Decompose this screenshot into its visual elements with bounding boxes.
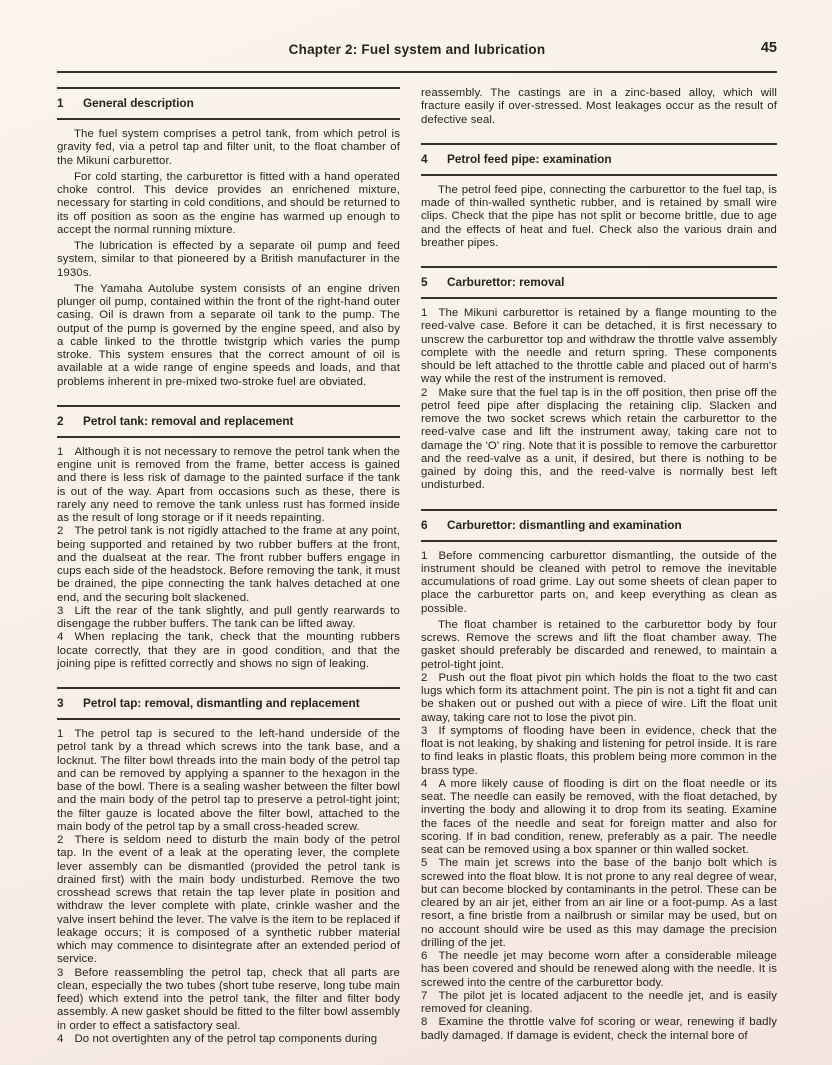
paragraph-number: 2 xyxy=(57,525,64,538)
paragraph: The petrol feed pipe, connecting the carburettor to the fuel tap, is made of thin-walled synthetic rubber, and is retained by small wire clips. Check that the pipe has not split or become brittle, due to age and the effects of heat and fuel. Check also the various drain and breather pipes. xyxy=(421,183,777,249)
paragraph-number: 1 xyxy=(57,445,64,458)
paragraph: 4 A more likely cause of flooding is dirt on the float needle or its seat. The needle can easily be removed, with the float detached, by inverting the body and allowing it to drop from its seating. Examine the faces of the needle and seat for foreign matter and also for scoring. If in bad condition, renew, preferably as a pair. The needle seat can be removed using a box spanner or thin walled socket. xyxy=(421,777,777,856)
section-number: 3 xyxy=(57,696,64,710)
paragraph: The lubrication is effected by a separate oil pump and feed system, similar to that pioneered by a British manufacturer in the 1930s. xyxy=(57,240,400,279)
paragraph: 1 Although it is not necessary to remove the petrol tank when the engine unit is removed from the frame, better access is gained and there is less risk of damage to the painted surface if the tank is out of the way. Apart from occasions such as these, there is rarely any need to remove the tank unless rust has formed inside as the result of long storage or if it needs repainting. xyxy=(57,445,400,524)
paragraph-number: 1 xyxy=(57,728,64,740)
paragraph-number: 1 xyxy=(421,549,428,562)
paragraph: 1 The Mikuni carburettor is retained by a flange mounting to the reed-valve case. Before it can be detached, it is first necessary to unscrew the carburettor top and withdraw the throttle valve assembly complete with the needle and return spring. These components should be left attached to the throttle cable and placed out of harm's way while the rest of the instrument is removed. xyxy=(421,307,777,386)
paragraph-number: 3 xyxy=(421,724,428,737)
paragraph: 3 If symptoms of flooding have been in evidence, check that the float is not leaking, by shaking and listening for petrol inside. It is rare to find leaks in plastic floats, this problem being more common in the brass type. xyxy=(421,724,777,777)
paragraph: 8 Examine the throttle valve fof scoring or wear, renewing if badly badly damaged. If damage is evident, check the internal bore of xyxy=(421,1016,777,1042)
paragraph-number: 1 xyxy=(421,307,428,319)
paragraph: The Yamaha Autolube system consists of an engine driven plunger oil pump, contained within the front of the right-hand outer casing. Oil is drawn from a separate oil tank to the pump. The output of the pump is governed by the engine speed, and also by a cable linked to the throttle twistgrip which varies the pump stroke. This system ensures that the correct amount of oil is available at a wide range of engine speeds and loads, and that problems inherent in pre-mixed two-stroke fuel are obviated. xyxy=(57,282,400,388)
paragraph: 1 Before commencing carburettor dismantling, the outside of the instrument should be cleaned with petrol to remove the inevitable accumulations of road grime. Lay out some sheets of clean paper to place the carburettor parts on, and keep everything as clean as possible. xyxy=(421,549,777,615)
paragraph: 4 When replacing the tank, check that the mounting rubbers locate correctly, that they are in good condition, and that the joining pipe is refitted correctly and shows no sign of leaking. xyxy=(57,631,400,670)
section-3 xyxy=(57,687,400,1046)
paragraph: 7 The pilot jet is located adjacent to the needle jet, and is easily removed for cleaning. xyxy=(421,989,777,1015)
paragraph-number: 4 xyxy=(57,631,64,644)
section-number: 1 xyxy=(57,96,64,110)
paragraph-number: 6 xyxy=(421,950,428,962)
paragraph-number: 4 xyxy=(57,1032,64,1045)
section-title: Petrol tank: removal and replacement xyxy=(83,413,294,428)
section-2 xyxy=(57,405,400,671)
paragraph-number: 5 xyxy=(421,857,428,870)
paragraph: 3 Before reassembling the petrol tap, check that all parts are clean, especially the two tubes (short tube reserve, long tube main feed) which extend into the petrol tank, the filter and filter body assembly. A new gasket should be fitted to the filter bowl assembly in order to effect a satisfactory seal. xyxy=(57,966,400,1032)
chapter-title: Chapter 2: Fuel system and lubrication xyxy=(288,42,546,57)
left-column xyxy=(57,87,400,1046)
paragraph: 2 Push out the float pivot pin which holds the float to the two cast lugs which form its attachment point. The pin is not a tight fit and can be shaken out or pushed out with a piece of wire. Lift the float unit away, taking care not to lose the pivot pin. xyxy=(421,671,777,724)
section-number: 2 xyxy=(57,413,64,428)
page-header xyxy=(57,42,777,57)
section-number: 5 xyxy=(421,275,428,289)
paragraph: 2 The petrol tank is not rigidly attached to the frame at any point, being supported and retained by two rubber buffers at the front, and the dualseat at the rear. The front rubber buffers engage in cups each side of the headstock. Before removing the tank, it must be drained, the pipe connecting the tank halves detached at one end, and the securing bolt slackened. xyxy=(57,525,400,604)
section-title: Carburettor: dismantling and examination xyxy=(447,517,682,532)
right-column xyxy=(421,87,777,1046)
paragraph: The float chamber is retained to the carburettor body by four screws. Remove the screws and lift the float chamber away. The gasket should preferably be discarded and renewed, to maintain a petrol-tight joint. xyxy=(421,618,777,671)
section-number: 4 xyxy=(421,151,428,166)
continuation-paragraph: reassembly. The castings are in a zinc-based alloy, which will fracture easily if over-stressed. Most leakages occur as the result of defective seal. xyxy=(421,87,777,126)
section-number: 6 xyxy=(421,517,428,532)
section-title: General description xyxy=(83,96,194,110)
paragraph-number: 4 xyxy=(421,777,428,790)
two-column-body xyxy=(57,87,777,1046)
paragraph: 4 Do not overtighten any of the petrol tap components during xyxy=(57,1032,378,1045)
section-title: Petrol tap: removal, dismantling and replacement xyxy=(83,696,360,710)
section-1 xyxy=(57,87,400,389)
section-heading xyxy=(57,405,400,438)
section-title: Carburettor: removal xyxy=(447,275,565,289)
paragraph: 3 Lift the rear of the tank slightly, and pull gently rearwards to disengage the rubber buffers. The tank can be lifted away. xyxy=(57,604,400,630)
paragraph-number: 8 xyxy=(421,1016,428,1029)
paragraph-number: 2 xyxy=(421,386,428,399)
header-rule xyxy=(57,71,777,73)
section-heading xyxy=(57,87,400,120)
section-heading xyxy=(421,509,777,542)
paragraph: For cold starting, the carburettor is fitted with a hand operated choke control. This device provides an enrichened mixture, necessary for starting in cold conditions, and should be returned to its off position as soon as the engine has warmed up enough to accept the normal running mixture. xyxy=(57,170,400,236)
paragraph: The fuel system comprises a petrol tank, from which petrol is gravity fed, via a petrol tap and filter unit, to the float chamber of the Mikuni carburettor. xyxy=(57,128,400,167)
paragraph-number: 2 xyxy=(421,671,428,684)
paragraph: 2 Make sure that the fuel tap is in the off position, then prise off the petrol feed pipe after displacing the retaining clip. Slacken and remove the two socket screws which retain the carburettor to the reed-valve case and lift the instrument away, taking care not to damage the 'O' ring. Note that it is possible to remove the carburettor and the reed-valve as a unit, if desired, but there is nothing to be gained by doing this, and the reed-valve is normally best left undisturbed. xyxy=(421,386,777,492)
section-heading xyxy=(57,687,400,720)
paragraph-number: 7 xyxy=(421,989,428,1002)
section-title: Petrol feed pipe: examination xyxy=(447,151,612,166)
section-heading xyxy=(421,143,777,176)
paragraph: 2 There is seldom need to disturb the main body of the petrol tap. In the event of a leak at the operating lever, the complete lever assembly can be dismantled (provided the petrol tank is drained first) with the main body undisturbed. Remove the two crosshead screws that retain the tap lever plate in position and withdraw the lever complete with plate, crinkle washer and the valve insert behind the lever. The valve is the item to be replaced if leakage occurs; it is composed of a synthetic rubber material which may commence to disintegrate after an extended period of service. xyxy=(57,834,401,966)
paragraph-number: 3 xyxy=(57,966,64,979)
paragraph: 5 The main jet screws into the base of the banjo bolt which is screwed into the float blow. It is not prone to any real degree of wear, but can become blocked by contaminants in the petrol. These can be cleared by an air jet, either from an air line or a foot-pump. As a last resort, a fine bristle from a nailbrush or similar may be used, but on no account should wire be used as this may damage the precision drilling of the jet. xyxy=(421,857,777,949)
paragraph: 6 The needle jet may become worn after a considerable mileage has been covered and should be renewed along with the needle. It is screwed into the centre of the carburettor body. xyxy=(421,950,777,989)
section-6 xyxy=(421,509,777,1043)
page-number: 45 xyxy=(760,40,777,56)
section-heading xyxy=(421,266,777,299)
paragraph-number: 3 xyxy=(57,604,64,617)
paragraph: 1 The petrol tap is secured to the left-hand underside of the petrol tank by a thread which screws into the tank base, and a locknut. The filter bowl threads into the main body of the petrol tap and can be removed by applying a spanner to the hexagon in the base of the bowl. There is a sealing washer between the filter bowl and the main body of the petrol tap to preserve a petrol-tight joint; the filter gauze is located above the filter bowl, attached to the main body of the petrol tap by a small cross-headed screw. xyxy=(57,728,400,833)
section-4 xyxy=(421,143,777,250)
section-5 xyxy=(421,266,777,493)
paragraph-number: 2 xyxy=(57,834,64,846)
